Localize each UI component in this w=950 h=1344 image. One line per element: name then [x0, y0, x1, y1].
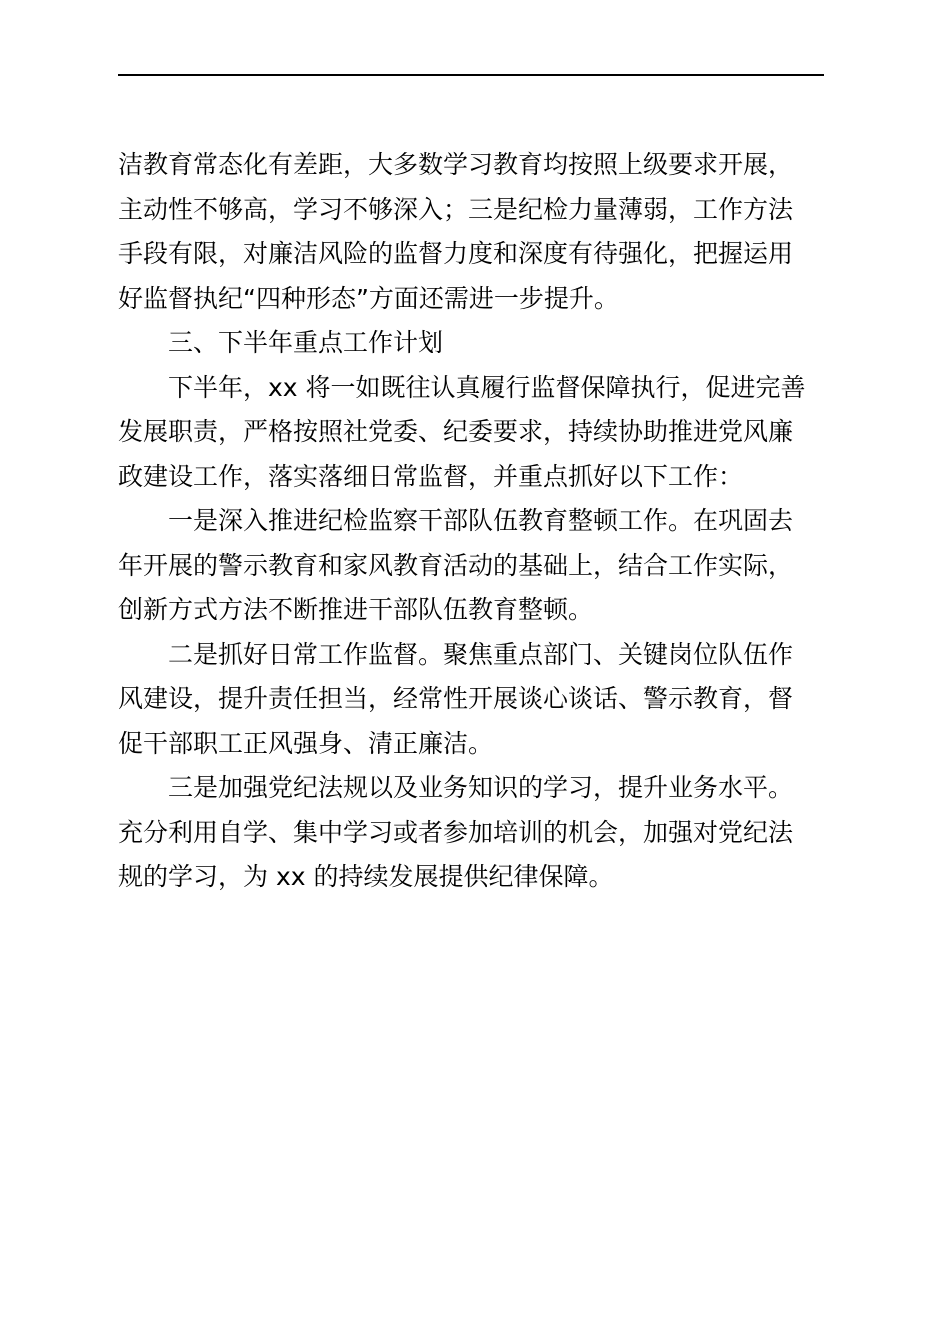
section-heading: 三、下半年重点工作计划 — [168, 328, 444, 357]
text-line-6: 下半年，xx 将一如既往认真履行监督保障执行，促进完善 — [168, 372, 806, 402]
text-line-1: 洁教育常态化有差距，大多数学习教育均按照上级要求开展， — [118, 150, 794, 179]
text-line-4: 好监督执纪“四种形态”方面还需进一步提升。 — [118, 283, 619, 313]
text-line-2: 主动性不够高，学习不够深入；三是纪检力量薄弱，工作方法 — [118, 194, 794, 224]
text-line-8: 政建设工作，落实落细日常监督，并重点抓好以下工作： — [118, 461, 744, 491]
text-line-3: 手段有限，对廉洁风险的监督力度和深度有待强化，把握运用 — [118, 239, 794, 268]
text-line-10: 年开展的警示教育和家风教育活动的基础上，结合工作实际， — [118, 550, 794, 580]
text-line-11: 创新方式方法不断推进干部队伍教育整顿。 — [118, 595, 594, 624]
document-body — [118, 143, 824, 900]
text-line-13: 风建设，提升责任担当，经常性开展谈心谈话、警示教育，督 — [118, 684, 794, 713]
text-line-15: 三是加强党纪法规以及业务知识的学习，提升业务水平。 — [168, 773, 794, 802]
text-line-17: 规的学习，为 xx 的持续发展提供纪律保障。 — [118, 862, 614, 891]
text-line-12: 二是抓好日常工作监督。聚焦重点部门、关键岗位队伍作 — [168, 639, 794, 669]
text-line-16: 充分利用自学、集中学习或者参加培训的机会，加强对党纪法 — [118, 817, 794, 847]
text-line-7: 发展职责，严格按照社党委、纪委要求，持续协助推进党风廉 — [118, 417, 794, 446]
text-line-14: 促干部职工正风强身、清正廉洁。 — [118, 728, 494, 758]
header-rule — [118, 74, 824, 76]
text-line-9: 一是深入推进纪检监察干部队伍教育整顿工作。在巩固去 — [168, 506, 794, 535]
